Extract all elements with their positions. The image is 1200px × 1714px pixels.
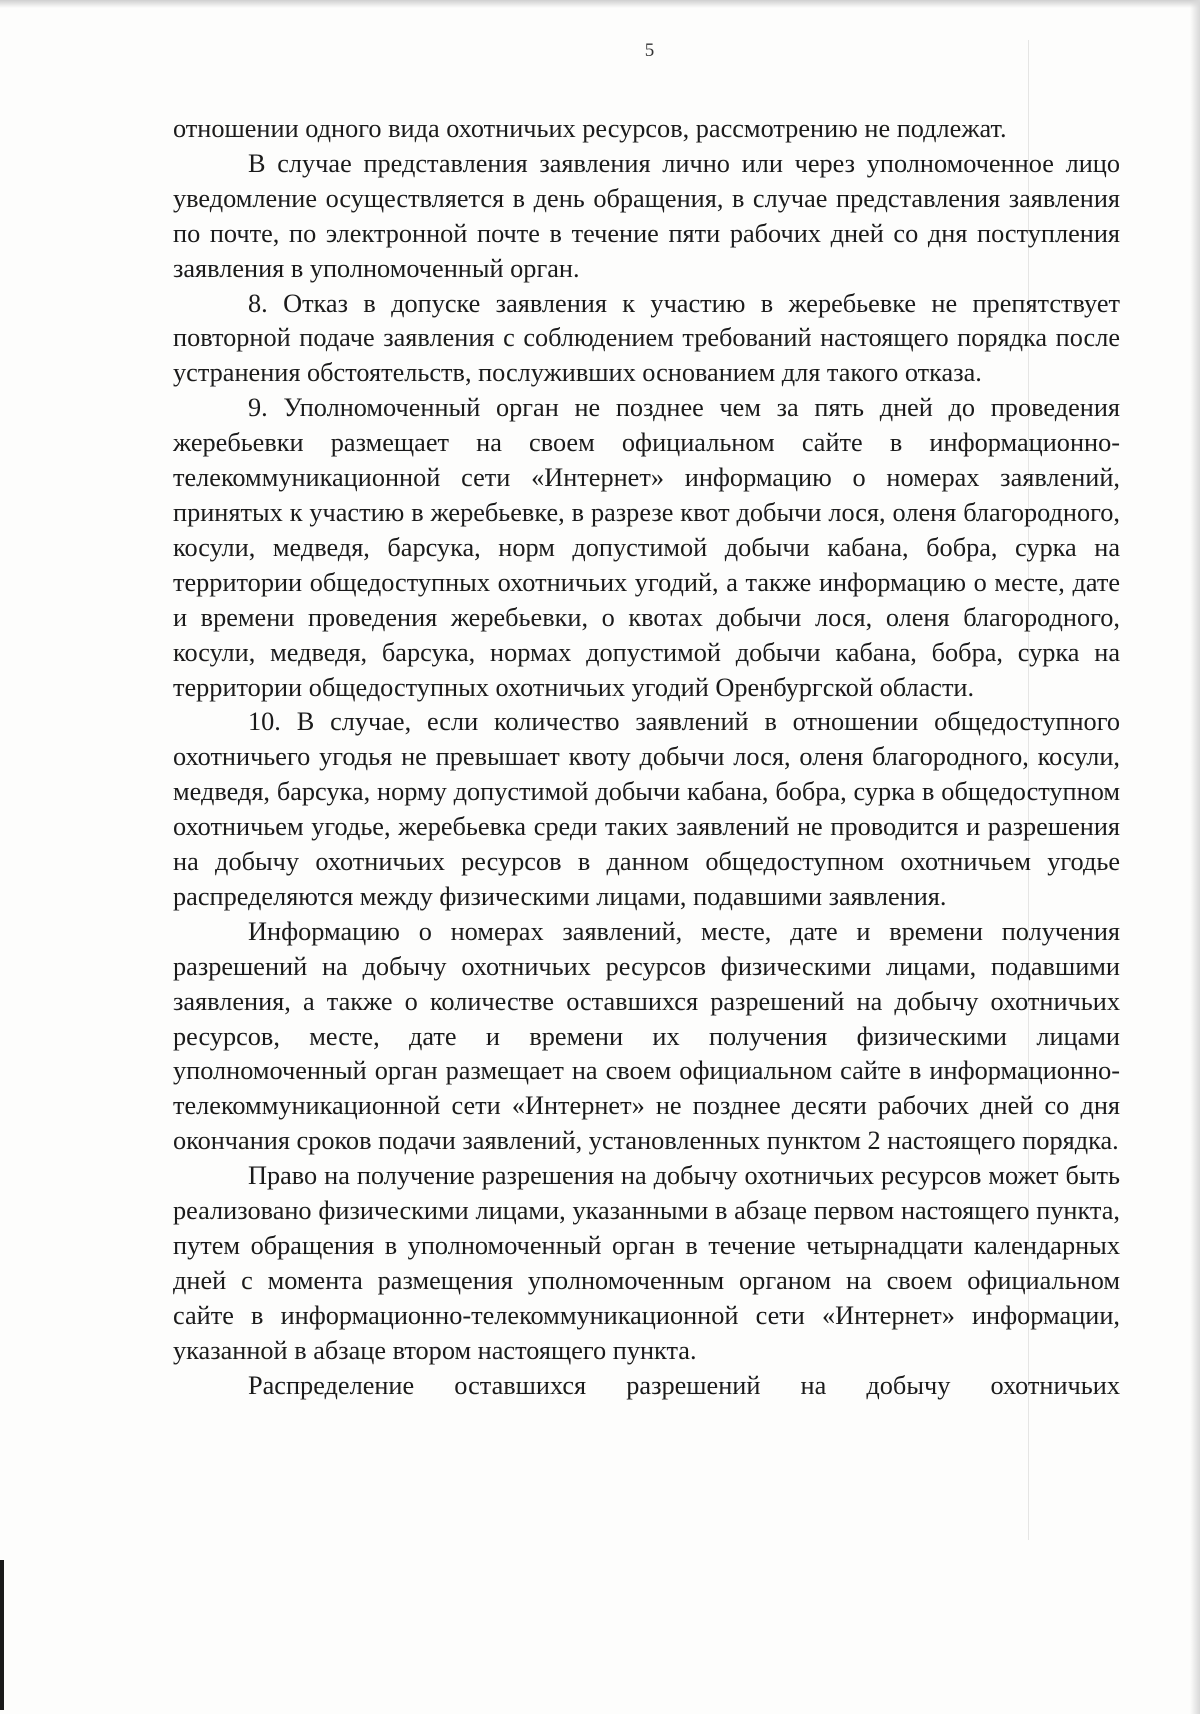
scan-edge-right [1190, 0, 1200, 1714]
paragraph-information: Информацию о номерах заявлений, месте, дате и времени получения разрешений на добычу охотничьих ресурсов физическими лицами, подавшими заявления, а также о количестве оставшихся разрешений на добычу охотничьих ресурсов, месте, дате и времени их получения физическими лицами уполномоченный орган размещает на своем официальном сайте в информационно-телекоммуникационной сети «Интернет» не позднее десяти рабочих дней со дня окончания сроков подачи заявлений, установленных пунктом 2 настоящего порядка. [173, 916, 1120, 1156]
paragraph-item-8: 8. Отказ в допуске заявления к участию в жеребьевке не препятствует повторной подаче заявления с соблюдением требований настоящего порядка после устранения обстоятельств, послуживших основанием для такого отказа. [173, 288, 1120, 388]
paragraph-item-9: 9. Уполномоченный орган не позднее чем за пять дней до проведения жеребьевки размещает на своем официальном сайте в информационно-телекоммуникационной сети «Интернет» информацию о номерах заявлений, принятых к участию в жеребьевке, в разрезе квот добычи лося, оленя благородного, косули, медведя, барсука, норм допустимой добычи кабана, бобра, сурка на территории общедоступных охотничьих угодий, а также информацию о месте, дате и времени проведения жеребьевки, о квотах добычи лося, оленя благородного, косули, медведя, барсука, нормах допустимой добычи кабана, бобра, сурка на территории общедоступных охотничьих угодий Оренбургской области. [173, 393, 1120, 702]
paragraph-right: Право на получение разрешения на добычу охотничьих ресурсов может быть реализовано физическими лицами, указанными в абзаце первом настоящего пункта, путем обращения в уполномоченный орган в течение четырнадцати календарных дней с момента размещения уполномоченным органом на своем официальном сайте в информационно-телекоммуникационной сети «Интернет» информации, указанной в абзаце втором настоящего пункта. [173, 1161, 1120, 1365]
page-number: 5 [644, 40, 656, 61]
paragraph-item-10: 10. В случае, если количество заявлений в отношении общедоступного охотничьего угодья не превышает квоту добычи лося, оленя благородного, косули, медведя, барсука, норму допустимой добычи кабана, бобра, сурка в общедоступном охотничьем угодье, жеребьевка среди таких заявлений не проводится и разрешения на добычу охотничьих ресурсов в данном общедоступном охотничьем угодье распределяются между физическими лицами, подавшими заявления. [173, 707, 1120, 911]
document-body [173, 112, 1120, 1404]
paragraph-continuation: отношении одного вида охотничьих ресурсов, рассмотрению не подлежат. [173, 114, 1007, 143]
paragraph-distribution: Распределение оставшихся разрешений на добычу охотничьих [248, 1370, 1120, 1400]
paragraph-notification: В случае представления заявления лично или через уполномоченное лицо уведомление осуществляется в день обращения, в случае представления заявления по почте, по электронной почте в течение пяти рабочих дней со дня поступления заявления в уполномоченный орган. [173, 148, 1120, 283]
scan-edge-top [0, 0, 1200, 8]
scan-artifact-mark [0, 1560, 4, 1710]
